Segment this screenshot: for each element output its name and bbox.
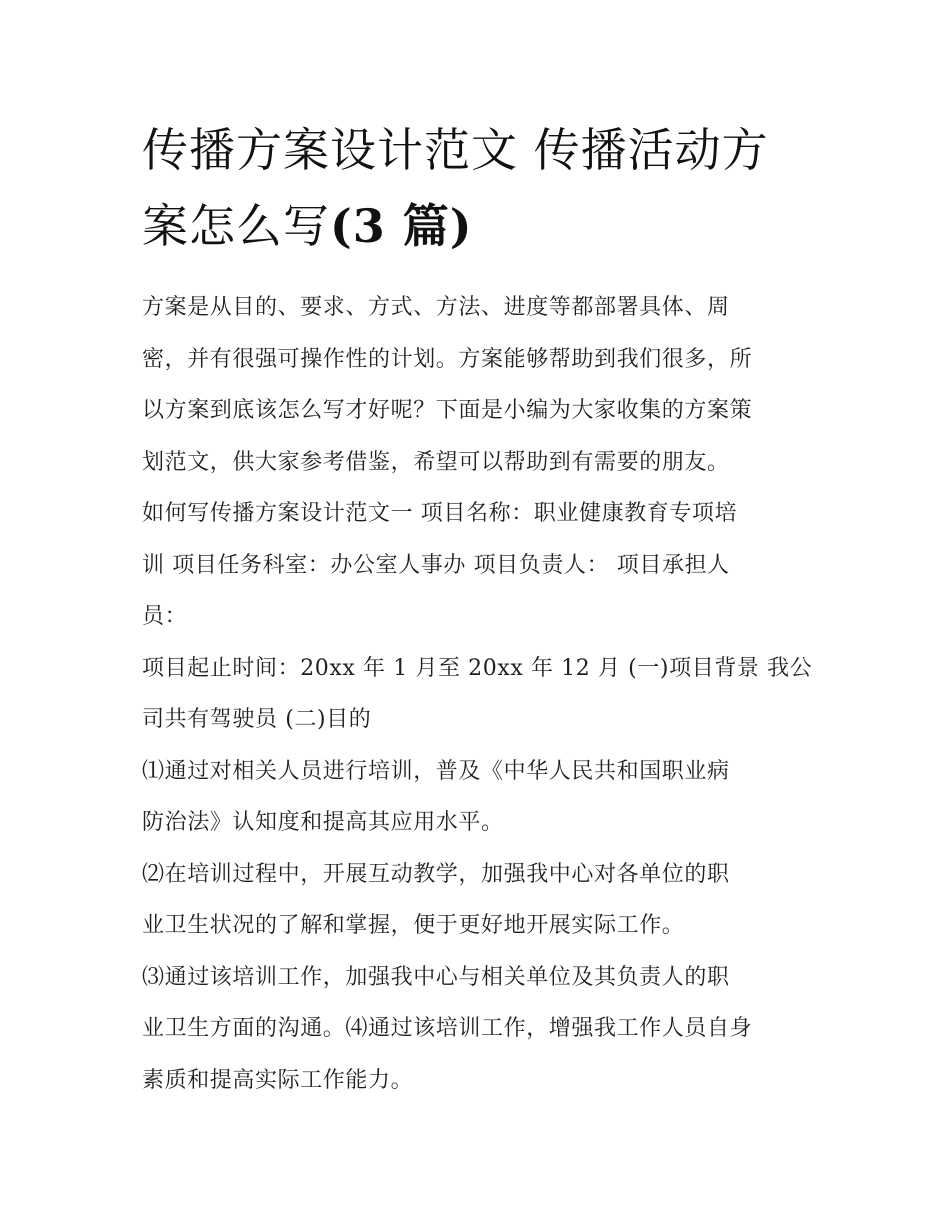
- text-line: 方案是从目的、要求、方式、方法、进度等都部署具体、周: [142, 295, 730, 320]
- title-line: 传播方案设计范文 传播活动方: [142, 123, 769, 177]
- text-line: 业卫生状况的了解和掌握，便于更好地开展实际工作。: [142, 913, 685, 938]
- paragraph-goal-3-4: [142, 952, 822, 1107]
- text-line: 训 项目任务科室：办公室人事办 项目负责人： 项目承担人: [142, 552, 730, 578]
- text-line: 素质和提高实际工作能力。: [142, 1067, 414, 1093]
- paragraph-intro: [142, 282, 822, 488]
- text-line: 以方案到底该怎么写才好呢？下面是小编为大家收集的方案策: [142, 398, 753, 423]
- text-line: 项目起止时间：20xx 年 1 月至 20xx 年 12 月 (一)项目背景 我公: [142, 655, 813, 681]
- text-line: 划范文，供大家参考借鉴，希望可以帮助到有需要的朋友。: [142, 449, 730, 475]
- paragraph-project-period: [142, 643, 822, 746]
- document-body: [142, 282, 822, 1106]
- text-line: 员：: [142, 604, 188, 629]
- text-line: ⑴通过对相关人员进行培训，普及《中华人民共和国职业病: [142, 758, 730, 784]
- text-line: ⑵在培训过程中，开展互动教学，加强我中心对各单位的职: [142, 861, 730, 887]
- text-line: ⑶通过该培训工作，加强我中心与相关单位及其负责人的职: [142, 964, 730, 990]
- paragraph-goal-2: [142, 849, 822, 952]
- document-page: [142, 112, 822, 1106]
- text-line: 司共有驾驶员 (二)目的: [142, 707, 372, 732]
- text-line: 业卫生方面的沟通。⑷通过该培训工作，增强我工作人员自身: [142, 1016, 753, 1041]
- paragraph-goal-1: [142, 746, 822, 849]
- title-line: [142, 188, 822, 264]
- text-line: 密，并有很强可操作性的计划。方案能够帮助到我们很多，所: [142, 346, 753, 372]
- title-text: 案怎么写: [142, 199, 330, 253]
- text-line: 防治法》认知度和提高其应用水平。: [142, 810, 504, 835]
- title-count: (3 篇): [330, 199, 473, 253]
- paragraph-project-info: [142, 488, 822, 643]
- document-title: [142, 112, 822, 264]
- text-line: 如何写传播方案设计范文一 项目名称：职业健康教育专项培: [142, 501, 738, 526]
